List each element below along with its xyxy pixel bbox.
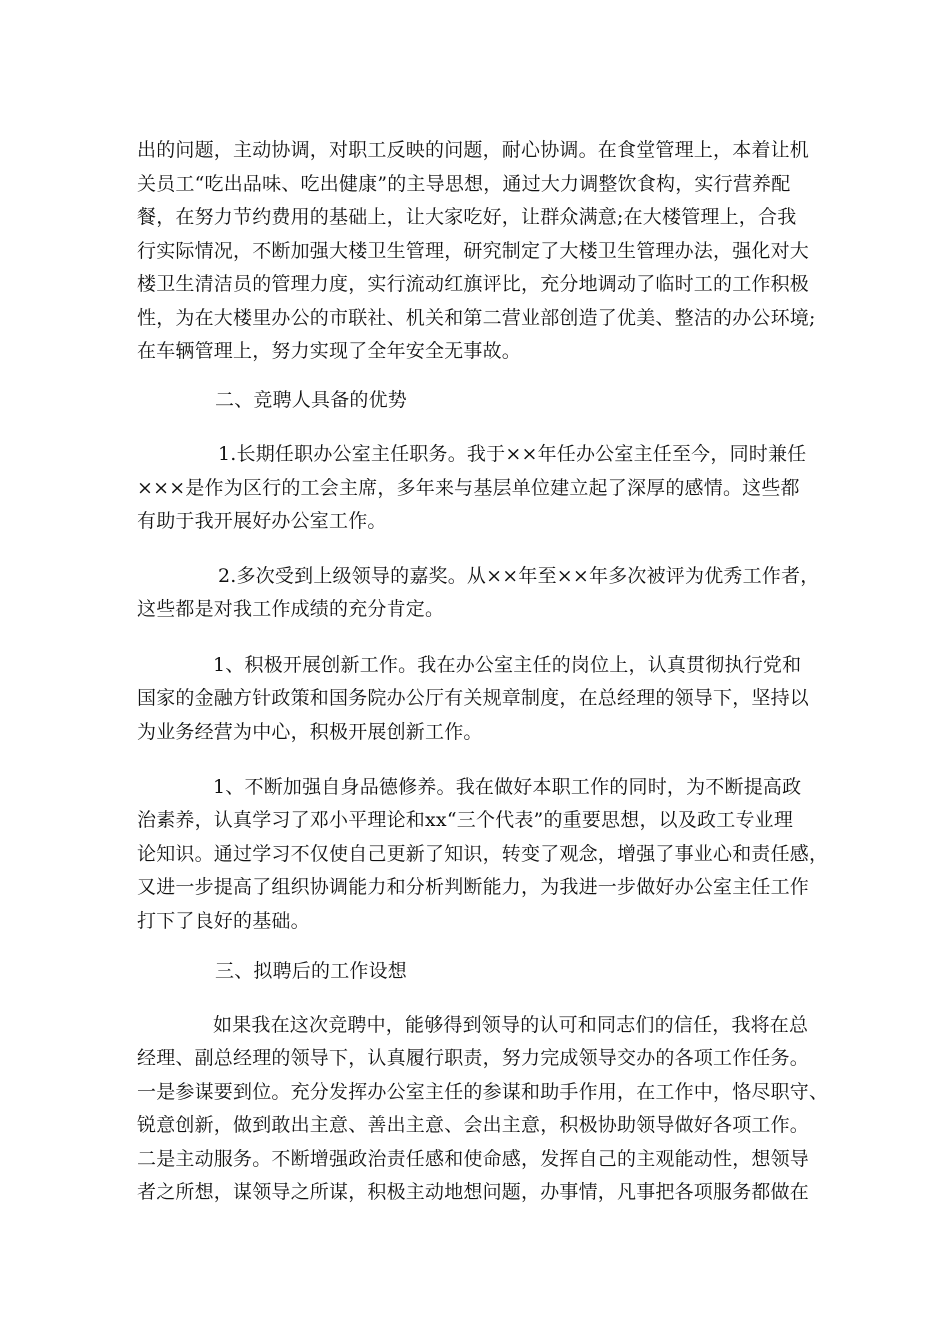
text-line: 为业务经营为中心，积极开展创新工作。 (137, 721, 483, 743)
text-line: 国家的金融方针政策和国务院办公厅有关规章制度，在总经理的领导下，坚持以 (137, 687, 810, 709)
text-line: 治素养，认真学习了邓小平理论和xx“三个代表”的重要思想，以及政工专业理 (137, 809, 794, 831)
text-line: 二是主动服务。不断增强政治责任感和使命感，发挥自己的主观能动性，想领导 (137, 1148, 810, 1170)
text-line: 性，为在大楼里办公的市联社、机关和第二营业部创造了优美、整洁的办公环境; (137, 307, 816, 329)
text-line: 在车辆管理上，努力实现了全年安全无事故。 (137, 340, 522, 362)
text-line: 者之所想，谋领导之所谋，积极主动地想问题，办事情，凡事把各项服务都做在 (137, 1181, 810, 1203)
text-line: 2.多次受到上级领导的嘉奖。从××年至××年多次被评为优秀工作者， (218, 565, 820, 587)
text-line: 1.长期任职办公室主任职务。我于××年任办公室主任至今，同时兼任 (218, 443, 807, 465)
text-line: 论知识。通过学习不仅使自己更新了知识，转变了观念，增强了事业心和责任感， (137, 843, 829, 865)
section-heading: 二、竞聘人具备的优势 (215, 389, 408, 411)
text-line: 楼卫生清洁员的管理力度，实行流动红旗评比，充分地调动了临时工的工作积极 (137, 273, 810, 295)
text-line: 1、不断加强自身品德修养。我在做好本职工作的同时，为不断提高政 (213, 776, 802, 798)
text-line: 1、积极开展创新工作。我在办公室主任的岗位上，认真贯彻执行党和 (213, 654, 802, 676)
text-line: 锐意创新，做到敢出主意、善出主意、会出主意，积极协助领导做好各项工作。 (137, 1114, 810, 1136)
text-line: 出的问题，主动协调，对职工反映的问题，耐心协调。在食堂管理上，本着让机 (137, 139, 810, 161)
text-line: 打下了良好的基础。 (137, 910, 310, 932)
text-line: 经理、副总经理的领导下，认真履行职责，努力完成领导交办的各项工作任务。 (137, 1047, 810, 1069)
text-line: 关员工“吃出品味、吃出健康”的主导思想，通过大力调整饮食构，实行营养配 (137, 173, 791, 195)
text-line: 有助于我开展好办公室工作。 (137, 510, 387, 532)
section-heading: 三、拟聘后的工作设想 (215, 960, 408, 982)
text-line: 餐，在努力节约费用的基础上，让大家吃好，让群众满意;在大楼管理上，合我 (137, 206, 797, 228)
text-line: 行实际情况，不断加强大楼卫生管理，研究制定了大楼卫生管理办法，强化对大 (137, 240, 810, 262)
text-line: 又进一步提高了组织协调能力和分析判断能力，为我进一步做好办公室主任工作 (137, 876, 810, 898)
text-line: ×××是作为区行的工会主席，多年来与基层单位建立起了深厚的感情。这些都 (137, 477, 800, 499)
text-line: 如果我在这次竞聘中，能够得到领导的认可和同志们的信任，我将在总 (213, 1014, 809, 1036)
text-line: 一是参谋要到位。充分发挥办公室主任的参谋和助手作用，在工作中，恪尽职守、 (137, 1081, 829, 1103)
text-line: 这些都是对我工作成绩的充分肯定。 (137, 598, 445, 620)
